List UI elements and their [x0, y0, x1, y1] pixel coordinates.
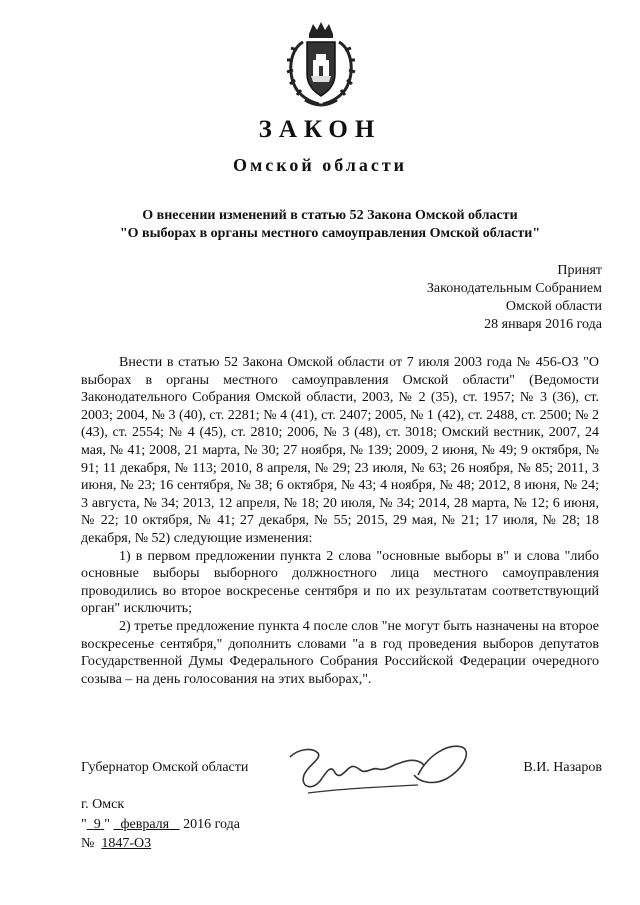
governor-name: В.И. Назаров — [523, 760, 602, 775]
signature-icon — [268, 735, 478, 805]
signing-date — [81, 817, 240, 833]
body-paragraph-2: 1) в первом предложении пункта 2 слова "основные выборы в" и слова "либо основные выборы выборного должностного лица местного самоуправления проводились во второе воскресенье сентября и по их результатам соответствующий орган" исключить; — [81, 548, 599, 617]
law-subject-line-1: О внесении изменений в статью 52 Закона Омской области — [142, 208, 518, 223]
date-year: 2016 года — [183, 817, 240, 832]
date-quote-close: " — [104, 817, 110, 832]
governor-position: Губернатор Омской области — [81, 760, 249, 775]
number-sign: № — [81, 836, 95, 851]
date-day-value: 9 — [93, 817, 101, 832]
adoption-line-2: Законодательным Собранием — [426, 281, 602, 296]
adoption-date: 28 января 2016 года — [484, 317, 602, 332]
number-value: 1847-ОЗ — [101, 836, 152, 851]
date-month-value: февраля — [120, 817, 170, 832]
date-month — [113, 817, 179, 832]
body-paragraph-1: Внести в статью 52 Закона Омской области от 7 июля 2003 года № 456-ОЗ "О выборах в органы местного самоуправления Омской области" (Ведомости Законодательного Собрания Омской области, 2003, № 2 (35), ст. 1957; № 3 (36), ст. 2003; 2004, № 3 (40), ст. 2281; № 4 (41), ст. 2407; 2005, № 1 (42), ст. 2488, ст. 2500; № 2 (43), ст. 2554; № 4 (45), ст. 2810; 2006, № 3 (48), ст. 3018; Омский вестник, 2007, 24 мая, № 41; 2008, 21 марта, № 30; 27 ноября, № 139; 2009, 2 июня, № 49; 9 октября, № 91; 11 декабря, № 113; 2010, 8 апреля, № 29; 23 июля, № 63; 26 ноября, № 85; 2011, 3 июня, № 23; 16 сентября, № 38; 6 октября, № 43; 4 ноября, № 48; 2012, 8 июня, № 24; 3 августа, № 34; 2013, 12 апреля, № 18; 20 июля, № 34; 2014, 28 марта, № 12; 6 июня, № 22; 10 октября, № 41; 27 декабря, № 55; 2015, 29 мая, № 21; 17 июля, № 28; 18 декабря, № 52) следующие изменения: — [81, 355, 599, 546]
law-subject-line-2: "О выборах в органы местного самоуправления Омской области" — [119, 226, 541, 241]
signing-city: г. Омск — [81, 797, 125, 812]
date-quote-open: " — [81, 817, 87, 832]
adoption-line-1: Принят — [557, 263, 602, 278]
law-subject — [60, 207, 600, 243]
law-body — [81, 354, 599, 688]
document-region: Омской области — [232, 155, 408, 175]
document-title: ЗАКОН — [258, 116, 382, 143]
law-number — [81, 836, 151, 852]
adoption-line-3: Омской области — [505, 299, 602, 314]
coat-of-arms-icon — [283, 20, 359, 110]
body-paragraph-3: 2) третье предложение пункта 4 после слов "не могут быть назначены на второе воскресенье сентября," дополнить словами "а в год проведения выборов депутатов Государственной Думы Федерального Собрания Российской Федерации очередного созыва – на день голосования на этих выборах,". — [81, 618, 599, 687]
adoption-block — [427, 262, 602, 334]
date-day — [87, 817, 105, 832]
